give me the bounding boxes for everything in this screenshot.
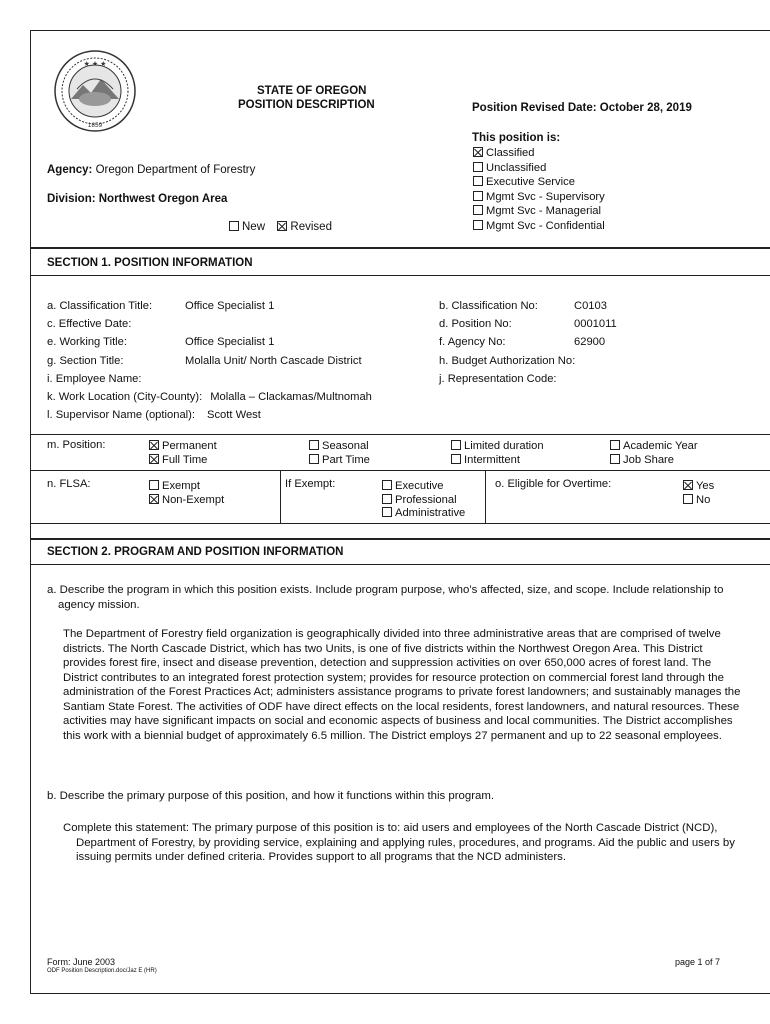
agency-value: Oregon Department of Forestry <box>95 164 256 176</box>
representation-code-label: j. Representation Code: <box>439 372 557 385</box>
if-exempt-label: If Exempt: <box>285 478 336 490</box>
section2-top-rule <box>31 538 770 540</box>
revised-checkbox[interactable] <box>277 221 287 231</box>
academic-year-checkbox[interactable] <box>610 440 620 450</box>
full-time-checkbox[interactable] <box>149 454 159 464</box>
professional-checkbox[interactable] <box>382 494 392 504</box>
employee-name-label: i. Employee Name: <box>47 372 142 385</box>
classified-checkbox[interactable] <box>473 147 483 157</box>
section1-left-labels <box>47 297 152 388</box>
position-col-4: Academic Year Job Share <box>610 439 698 467</box>
position-no-value: 0001011 <box>574 318 617 331</box>
page-number: page 1 of 7 <box>675 957 721 967</box>
agency-line <box>47 164 255 176</box>
confidential-checkbox[interactable] <box>473 220 483 230</box>
supervisor-label: l. Supervisor Name (optional): <box>47 409 195 422</box>
flsa-options: Exempt Non-Exempt <box>149 479 224 507</box>
classification-no-value: C0103 <box>574 300 607 312</box>
answer-a: The Department of Forestry field organization is geographically divided into three administrative areas that are comprised of twelve districts. The North Cascade District, which has two Units, is one of five districts within the Northwest Oregon Area. This District provides forest fire, insect and disease prevention, detection and suppression activities on over 650,000 acres of forest land. The District contributes to an integrated forest protection system; provides for resource protection on commercial forest land through the administration of the Forest Practices Act; administers assistance programs to private forest landowners; and sustainably manages the Santiam State Forest. The activities of ODF have direct effects on the local residents, forest landowners, and natural resources. These activities may have significant impacts on social and economic aspects of business and local communities. The District accomplishes this work with a biennial budget of approximately 6.5 million. The District employs 27 permanent and up to 22 seasonal employees. <box>63 628 741 742</box>
supervisor-row <box>47 406 372 424</box>
revised-label: Revised <box>290 221 332 233</box>
agency-label: Agency: <box>47 164 93 176</box>
position-col-3: Limited duration Intermittent <box>451 439 544 467</box>
overtime-no-checkbox[interactable] <box>683 494 693 504</box>
section1-right-labels <box>439 297 575 388</box>
section1-top-rule <box>31 247 770 249</box>
limited-duration-checkbox[interactable] <box>451 440 461 450</box>
section1-right-values <box>574 297 617 352</box>
file-reference: ODF Position Description.doc/Jaz E (HR) <box>47 968 157 974</box>
work-location-row <box>47 388 372 406</box>
position-row-top-rule <box>31 434 770 435</box>
revised-date: Position Revised Date: October 28, 2019 <box>472 102 692 114</box>
administrative-checkbox[interactable] <box>382 507 392 517</box>
answer-b: Complete this statement: The primary purpose of this position is to: aid users and employees of the North Cascade District (NCD), Department of Forestry, by providing service, explaining and applying rules, procedures, and programs. Aid the public and users by issuing permits under defined criteria. Provides support to all programs that the NCD administers. <box>63 822 735 863</box>
section2-title-rule <box>31 564 770 565</box>
non-exempt-checkbox[interactable] <box>149 494 159 504</box>
position-type-classified: Classified <box>473 146 605 161</box>
section-title-label: g. Section Title: <box>47 354 124 367</box>
flsa-label: n. FLSA: <box>47 478 91 490</box>
executive-service-checkbox[interactable] <box>473 176 483 186</box>
work-location-label: k. Work Location (City-County): <box>47 391 203 403</box>
position-type-executive: Executive Service <box>473 175 605 190</box>
budget-auth-label: h. Budget Authorization No: <box>439 354 576 367</box>
executive-checkbox[interactable] <box>382 480 392 490</box>
question-b: b. Describe the primary purpose of this position, and how it functions within this program. <box>47 790 494 802</box>
classification-title-label: a. Classification Title: <box>47 300 153 312</box>
working-title-label: e. Working Title: <box>47 336 127 349</box>
section2-title: SECTION 2. PROGRAM AND POSITION INFORMATION <box>47 546 344 558</box>
working-title-value: Office Specialist 1 <box>185 336 275 349</box>
effective-date-label: c. Effective Date: <box>47 318 132 331</box>
svg-text:★ ★ ★: ★ ★ ★ <box>83 61 107 68</box>
supervisor-value: Scott West <box>206 409 261 422</box>
exempt-checkbox[interactable] <box>149 480 159 490</box>
new-revised-checkboxes <box>229 221 332 233</box>
exempt-type-options: Executive Professional Administrative <box>382 480 465 521</box>
unclassified-checkbox[interactable] <box>473 162 483 172</box>
position-type-unclassified: Unclassified <box>473 161 605 176</box>
seasonal-checkbox[interactable] <box>309 440 319 450</box>
position-col-1: Permanent Full Time <box>149 439 217 467</box>
overtime-label: o. Eligible for Overtime: <box>495 478 612 490</box>
managerial-checkbox[interactable] <box>473 205 483 215</box>
oregon-state-seal-icon <box>53 49 137 133</box>
position-label: m. Position: <box>47 439 106 451</box>
state-heading: STATE OF OREGON <box>257 85 367 97</box>
section1-title-rule <box>31 275 770 276</box>
section1-left-values <box>185 297 362 370</box>
flsa-row-bottom-rule <box>31 523 770 524</box>
position-type-confidential: Mgmt Svc - Confidential <box>473 219 605 234</box>
flsa-divider-2 <box>485 470 486 523</box>
overtime-yes-checkbox[interactable] <box>683 480 693 490</box>
supervisory-checkbox[interactable] <box>473 191 483 201</box>
part-time-checkbox[interactable] <box>309 454 319 464</box>
intermittent-checkbox[interactable] <box>451 454 461 464</box>
overtime-options: Yes No <box>683 479 714 507</box>
new-label: New <box>242 221 266 233</box>
position-type-list <box>473 146 605 233</box>
new-checkbox[interactable] <box>229 221 239 231</box>
flsa-divider-1 <box>280 470 281 523</box>
question-a: a. Describe the program in which this position exists. Include program purpose, who’s affected, size, and scope. Include relationship to agency mission. <box>47 584 724 611</box>
section1-title: SECTION 1. POSITION INFORMATION <box>47 257 253 269</box>
section1-lower-fields <box>47 388 372 424</box>
work-location-value: Molalla – Clackamas/Multnomah <box>210 391 372 403</box>
position-type-supervisory: Mgmt Svc - Supervisory <box>473 190 605 205</box>
position-is-label: This position is: <box>472 132 561 144</box>
job-share-checkbox[interactable] <box>610 454 620 464</box>
position-description-page <box>30 30 770 994</box>
form-date: Form: June 2003 <box>47 957 116 967</box>
agency-no-value: 62900 <box>574 336 606 349</box>
position-col-2: Seasonal Part Time <box>309 439 370 467</box>
flsa-row-top-rule <box>31 470 770 471</box>
svg-text:1859: 1859 <box>87 122 103 129</box>
classification-title-value: Office Specialist 1 <box>185 300 275 312</box>
document-title: POSITION DESCRIPTION <box>238 99 375 111</box>
division-line: Division: Northwest Oregon Area <box>47 193 228 205</box>
permanent-checkbox[interactable] <box>149 440 159 450</box>
position-no-label: d. Position No: <box>439 318 512 331</box>
position-type-managerial: Mgmt Svc - Managerial <box>473 204 605 219</box>
section-title-value: Molalla Unit/ North Cascade District <box>185 354 362 367</box>
agency-no-label: f. Agency No: <box>439 336 506 349</box>
classification-no-label: b. Classification No: <box>439 300 538 312</box>
effective-date-value <box>185 315 362 333</box>
